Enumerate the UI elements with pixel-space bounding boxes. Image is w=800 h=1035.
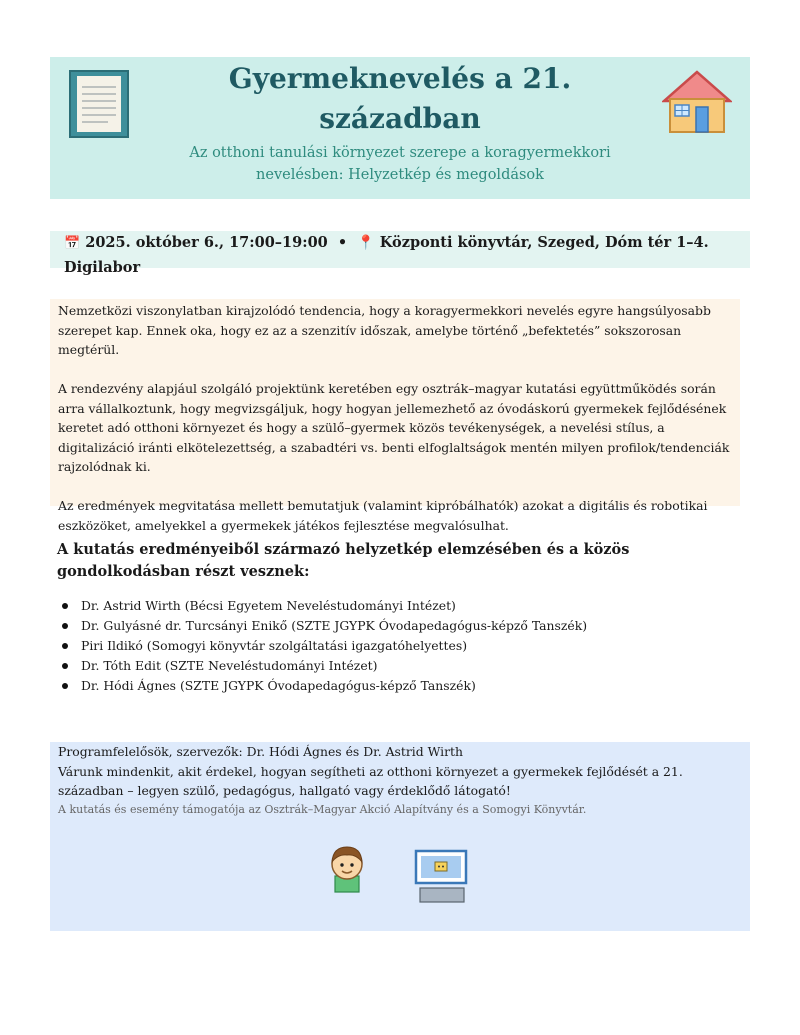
list-item: Dr. Tóth Edit (SZTE Neveléstudományi Intézet): [62, 656, 722, 676]
subtitle-line-2: nevelésben: Helyzetkép és megoldások: [256, 167, 544, 183]
list-item: Dr. Hódi Ágnes (SZTE JGYPK Óvodapedagógus-képző Tanszék): [62, 676, 722, 696]
title-line-1: Gyermeknevelés a 21.: [228, 62, 572, 95]
header-banner: [50, 57, 750, 199]
intro-section: [50, 299, 740, 533]
subtitle-line-1: Az otthoni tanulási környezet szerepe a koragyermekkori: [189, 145, 611, 161]
intro-paragraph-2: A rendezvény alapjául szolgáló projektünk keretében egy osztrák–magyar kutatási együttműködés során arra vállalkoztunk, hogy megvizsgáljuk, hogy hogyan jellemezhető az óvodáskorú gyermekek fejlődésének keretet adó otthoni környezet és hogy a szülő–gyermek közös tevékenységek, a nevelési stílus, a digitalizáció iránti elkötelezettség, a szabadtéri vs. benti elfoglaltságok mentén milyen profilok/tendenciák rajzolódnak ki.: [58, 381, 730, 474]
list-item: Piri Ildikó (Somogyi könyvtár szolgáltatási igazgatóhelyettes): [62, 636, 722, 656]
calendar-icon: 📅: [64, 236, 81, 251]
event-location: Központi könyvtár, Szeged, Dóm tér 1–4. Digilabor: [64, 234, 709, 276]
event-datetime: 2025. október 6., 17:00–19:00: [85, 234, 328, 251]
child-icon: [326, 843, 368, 893]
page-title: [190, 59, 610, 139]
computer-icon: [414, 849, 470, 905]
participants-list: [62, 596, 722, 696]
list-item: Dr. Gulyásné dr. Turcsányi Enikő (SZTE JGYPK Óvodapedagógus-képző Tanszék): [62, 616, 722, 636]
book-icon: [68, 69, 130, 139]
footer-section: [50, 742, 750, 931]
event-info-bar: [50, 231, 750, 276]
title-line-2: században: [319, 102, 481, 135]
invitation-text: Várunk mindenkit, akit érdekel, hogyan segítheti az otthoni környezet a gyermekek fejlődését a 21. században – legyen szülő, pedagógus, hallgató vagy érdeklődő látogató!: [58, 763, 683, 798]
page-subtitle: [170, 142, 630, 186]
participants-heading: A kutatás eredményeiből származó helyzetkép elemzésében és a közös gondolkodásban részt vesznek:: [57, 541, 630, 580]
organizers-text: Programfelelősök, szervezők: Dr. Hódi Ágnes és Dr. Astrid Wirth: [58, 744, 464, 759]
intro-paragraph-3: Az eredmények megvitatása mellett bemutatjuk (valamint kipróbálhatók) azokat a digitális és robotikai eszközöket, amelyekkel a gyermekek játékos fejlesztése megvalósulhat.: [58, 498, 708, 533]
location-pin-icon: 📍: [357, 235, 375, 251]
separator-dot: •: [337, 234, 348, 251]
house-icon: [662, 69, 732, 135]
sponsors-text: A kutatás és esemény támogatója az Osztrák–Magyar Akció Alapítvány és a Somogyi Könyvtár.: [58, 802, 587, 816]
intro-paragraph-1: Nemzetközi viszonylatban kirajzolódó tendencia, hogy a koragyermekkori nevelés egyre hangsúlyosabb szerepet kap. Ennek oka, hogy ez az a szenzitív időszak, amelybe történő „befektetés” sokszorosan megtérül.: [58, 303, 711, 357]
list-item: Dr. Astrid Wirth (Bécsi Egyetem Neveléstudományi Intézet): [62, 596, 722, 616]
